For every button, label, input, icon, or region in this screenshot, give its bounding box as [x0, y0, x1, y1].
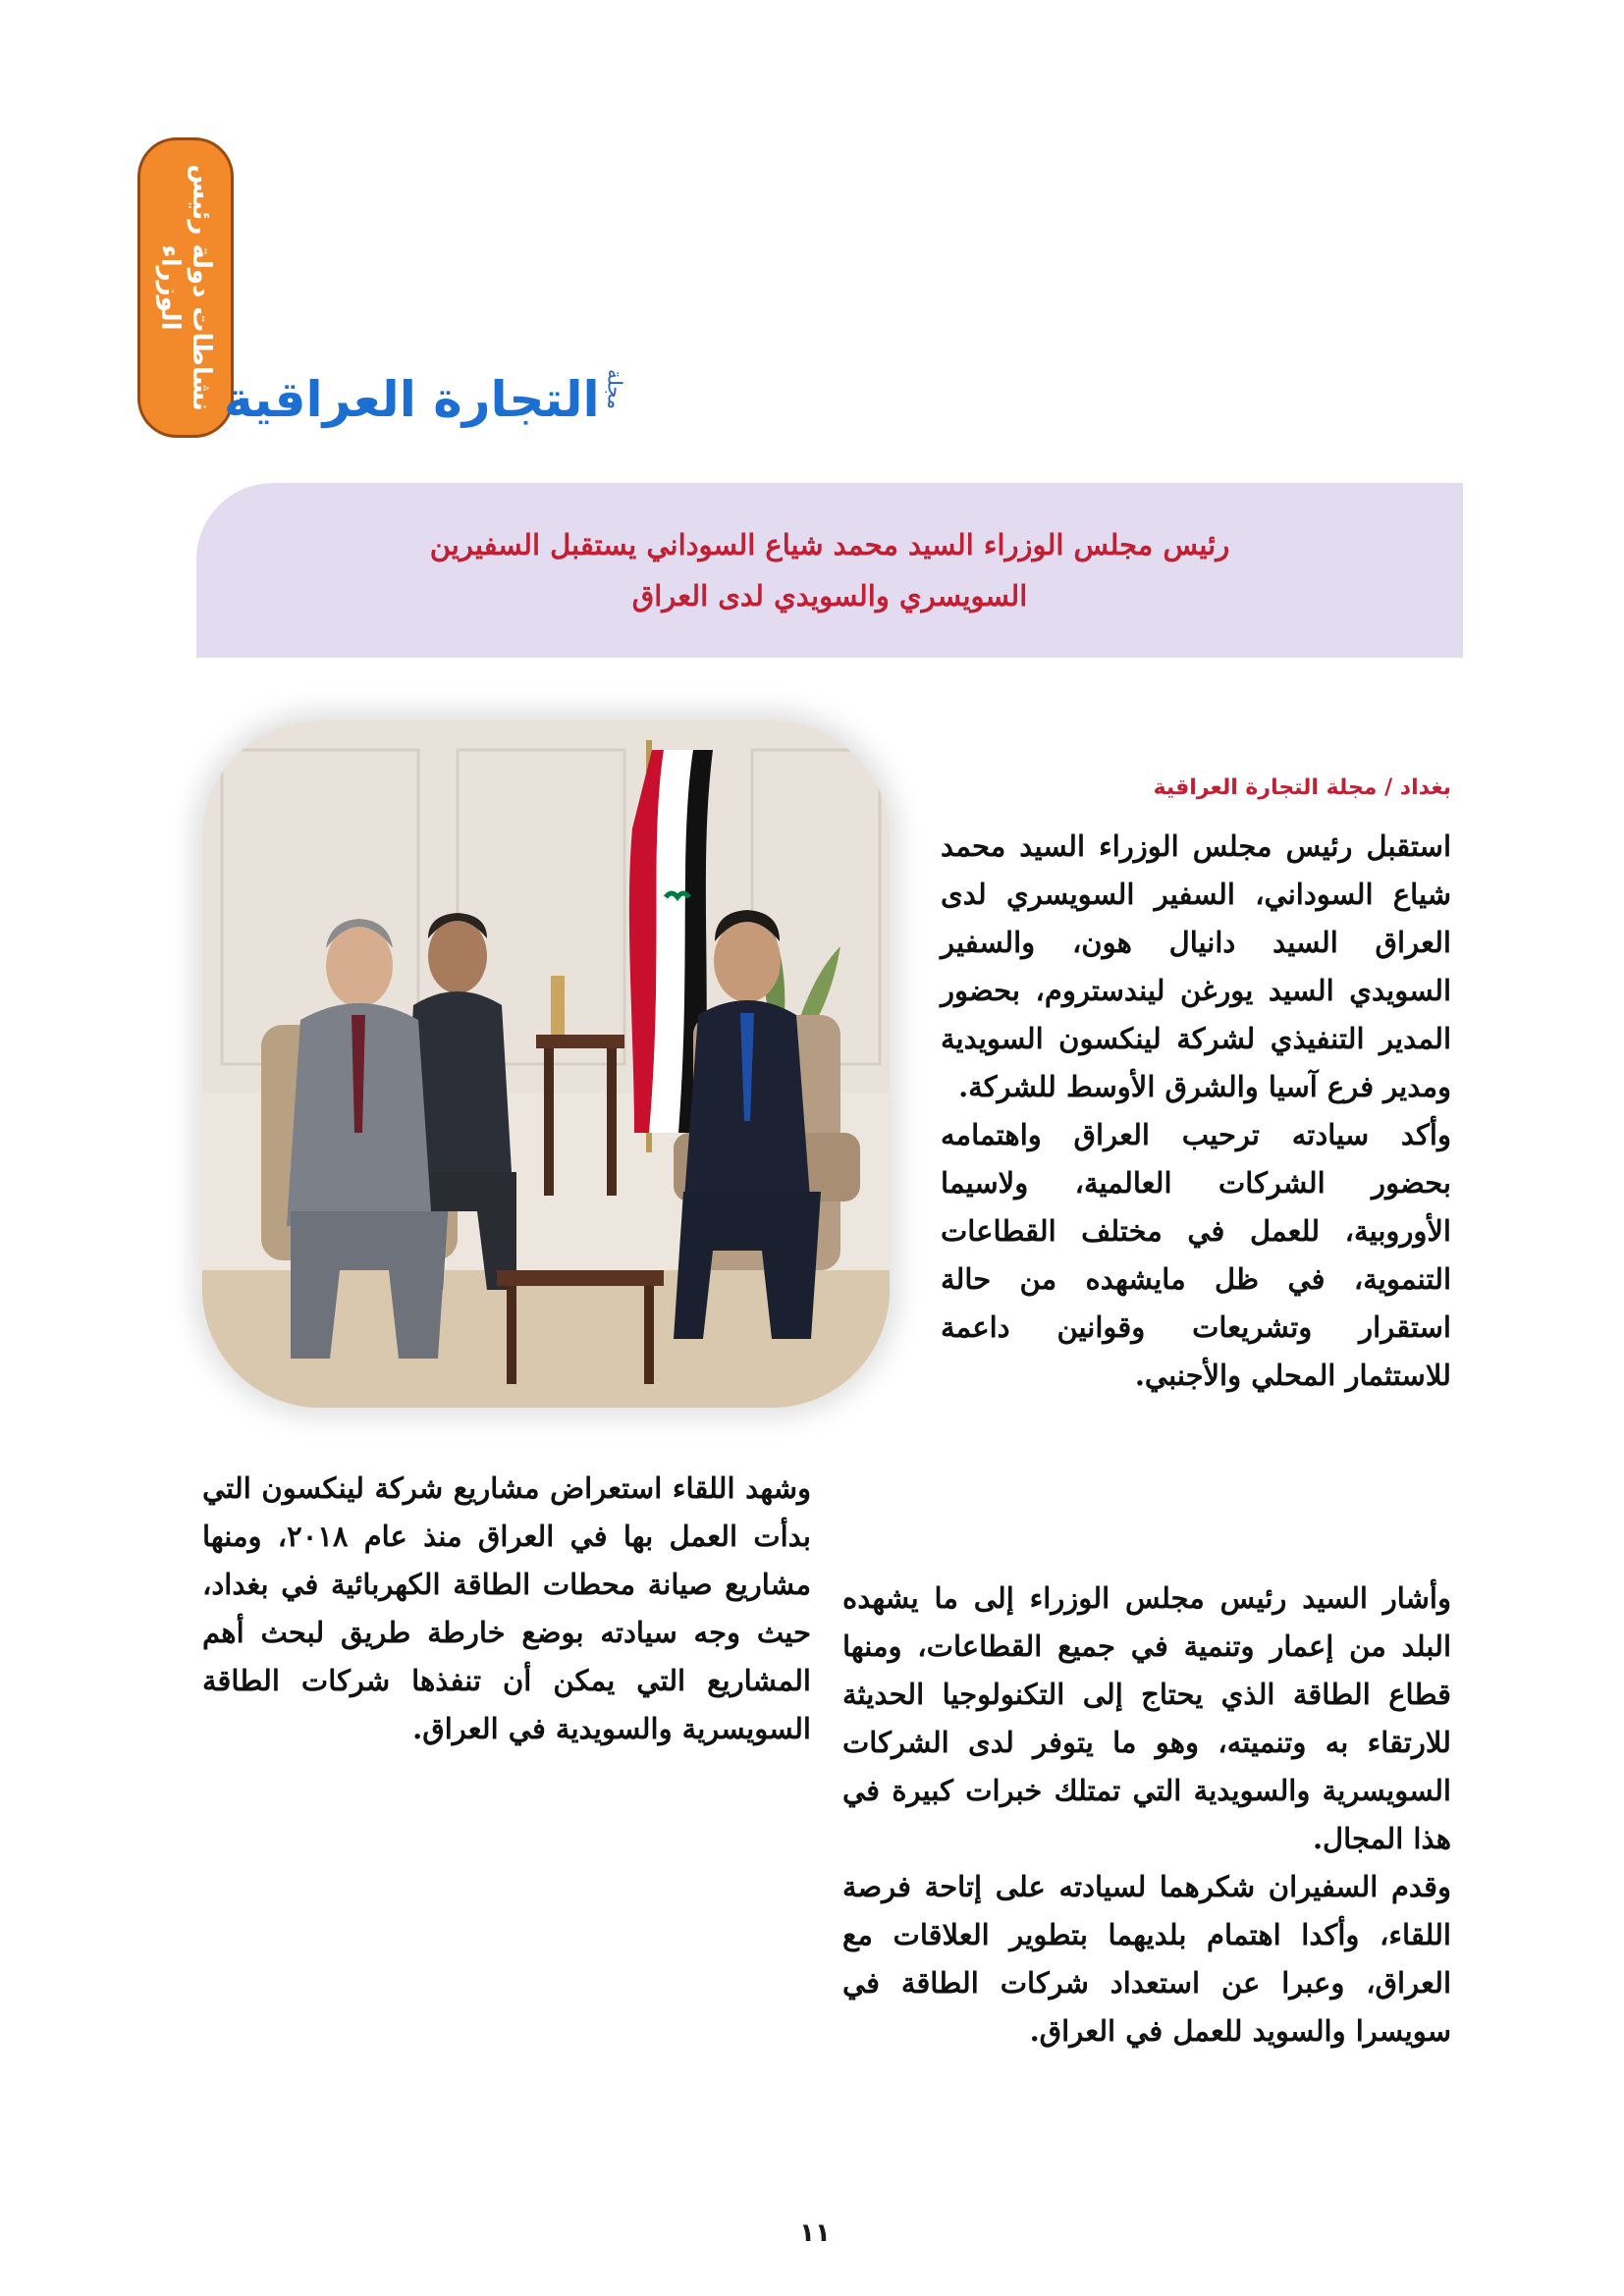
headline-banner: [196, 483, 1463, 658]
magazine-logo: [224, 365, 627, 444]
section-tab-line2: الوزراء: [155, 244, 186, 331]
section-tab-label: [154, 164, 217, 411]
meeting-photo: [202, 721, 890, 1408]
logo-name: التجارة العراقية: [224, 371, 600, 428]
page-number: ١١: [799, 2218, 831, 2248]
logo-magazine-word: مجلة: [603, 369, 627, 409]
paragraph: وشهد اللقاء استعراض مشاريع شركة لينكسون التي بدأت العمل بها في العراق منذ عام ٢٠١٨، ومنها مشاريع صيانة محطات الطاقة الكهربائية في بغداد، حيث وجه سيادته بوضع خارطة طريق لبحث أهم المشاريع التي يمكن أن تنفذها شركات الطاقة السويسرية والسويدية في العراق.: [202, 1471, 811, 1745]
paragraph: وقدم السفيران شكرهما لسيادته على إتاحة فرصة اللقاء، وأكدا اهتمام بلديهما بتطوير العلاقات مع العراق، وعبرا عن استعداد شركات الطاقة في سويسرا والسويد للعمل في العراق.: [842, 1870, 1451, 2048]
paragraph: وأشار السيد رئيس مجلس الوزراء إلى ما يشهده البلد من إعمار وتنمية في جميع القطاعات، ومنها قطاع الطاقة الذي يحتاج إلى التكنولوجيا الحديثة للارتقاء به وتنميته، وهو ما يتوفر لدى الشركات السويسرية والسويدية التي تمتلك خبرات كبيرة في هذا المجال.: [842, 1581, 1451, 1855]
section-tab: [137, 137, 234, 438]
article-right-column: [941, 823, 1451, 1400]
paragraph: وأكد سيادته ترحيب العراق واهتمامه بحضور الشركات العالمية، ولاسيما الأوروبية، للعمل في مختلف القطاعات التنموية، في ظل مايشهده من حالة استقرار وتشريعات وقوانين داعمة للاستثمار المحلي والأجنبي.: [941, 1118, 1451, 1392]
article-left-column: [202, 1465, 811, 1753]
section-tab-line1: نشاطات دولة رئيس: [187, 164, 217, 411]
article-wide-column: [842, 1575, 1451, 2056]
meeting-photo-illustration: [202, 721, 890, 1408]
headline-line2: السويسري والسويدي لدى العراق: [631, 579, 1028, 613]
headline-line1: رئيس مجلس الوزراء السيد محمد شياع السوداني يستقبل السفيرين: [429, 528, 1230, 561]
dateline: بغداد / مجلة التجارة العراقية: [1153, 775, 1451, 800]
paragraph: استقبل رئيس مجلس الوزراء السيد محمد شياع السوداني، السفير السويسري لدى العراق السيد دانيال هون، والسفير السويدي السيد يورغن ليندستروم، بحضور المدير التنفيذي لشركة لينكسون السويدية ومدير فرع آسيا والشرق الأوسط للشركة.: [941, 829, 1451, 1103]
